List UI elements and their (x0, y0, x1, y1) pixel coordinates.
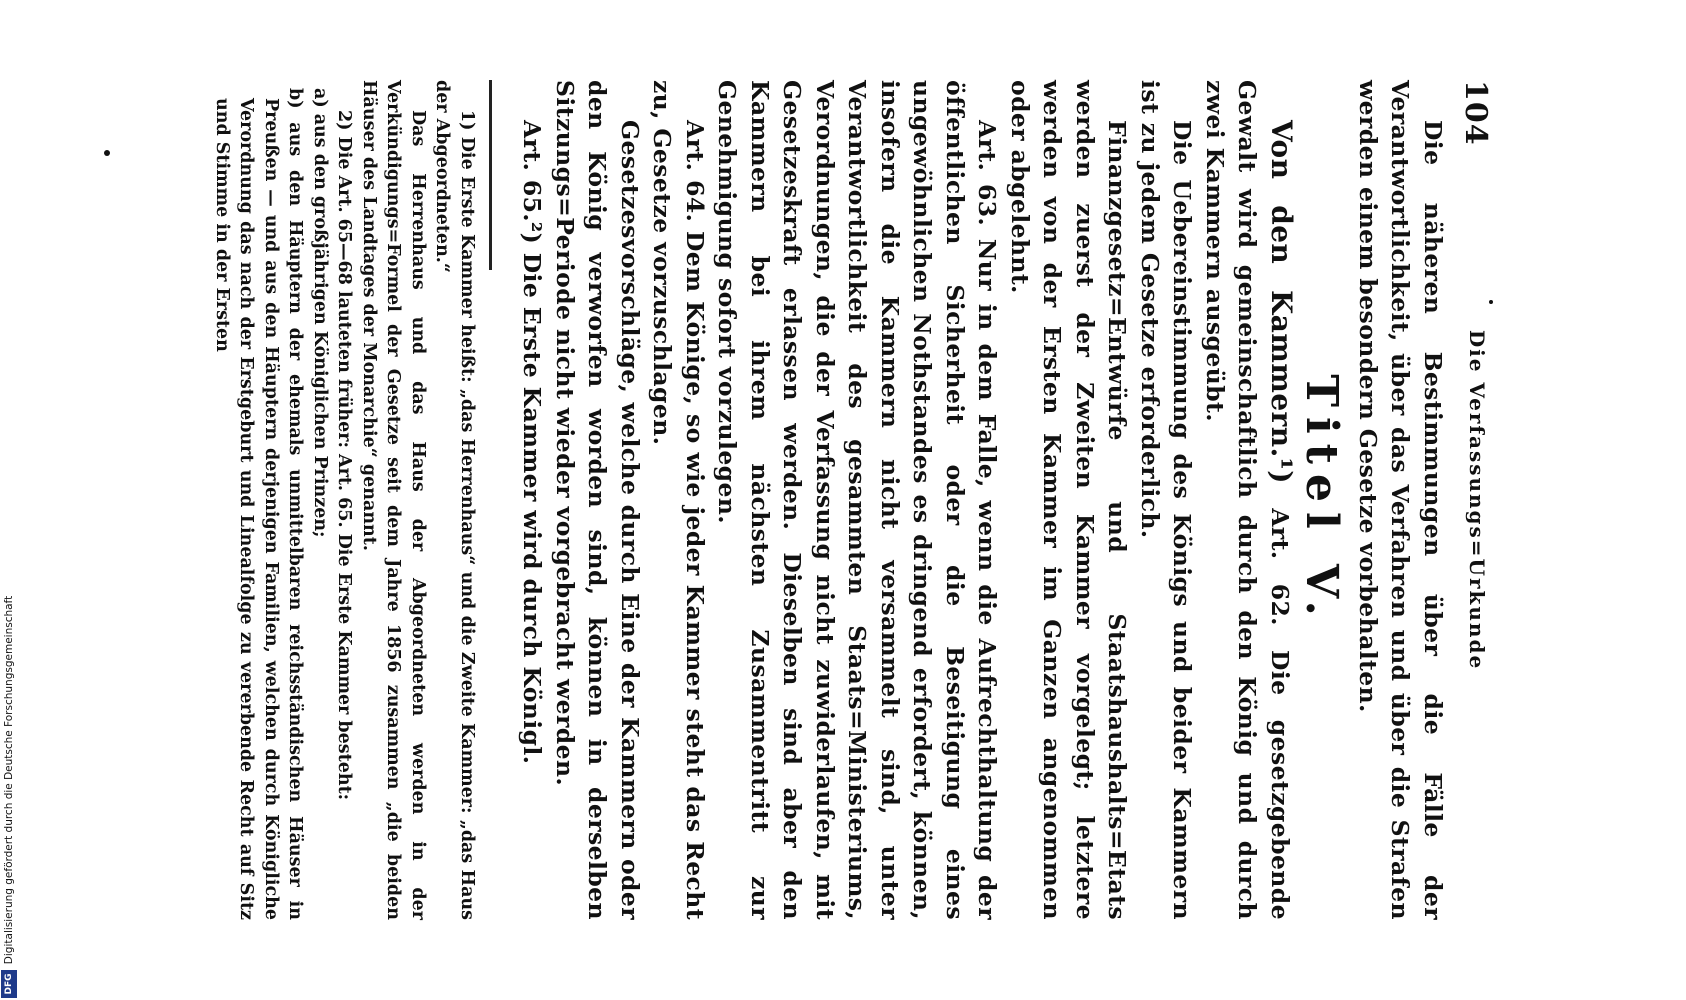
footnotes (210, 80, 480, 920)
dfg-logo (1, 970, 17, 998)
footnote-rule (489, 80, 492, 270)
footnote-2-item-a: a) aus den großjährigen Königlichen Prinzen; (310, 88, 330, 538)
running-title: Die Verfassungs=Urkunde (1465, 329, 1489, 671)
dfg-logo-text: DFG (4, 973, 14, 995)
article-62 (1199, 80, 1298, 920)
article-65: Art. 65.²) Die Erste Kammer wird durch Königl. (518, 120, 547, 765)
digitization-credit (0, 560, 18, 1000)
article-62-text: Art. 62. Die gesetzgebende Gewalt wird gemeinschaftlich durch den König und durch zwei Kammern ausgeübt. (1201, 80, 1294, 920)
article-62-paragraph-3: Finanzgesetz=Entwürfe und Staatshaushalts=Etats werden zuerst der Zweiten Kammer vorgelegt; letztere werden von der Ersten Kammer im Ganzen angenommen oder abgelehnt. (1006, 80, 1132, 920)
article-64: Art. 64. Dem Könige, so wie jeder Kammer steht das Recht zu, Gesetze vorzuschlagen. (648, 80, 709, 920)
running-head (1449, 80, 1493, 920)
footnote-2-item-b: b) aus den Häuptern der ehemals unmittelbaren reichsständischen Häuser in Preußen — und aus den Häuptern derjenigen Familien, welchen durch Königliche Verordnung das nach der Erstgeburt und Linealfolge zu vererbende Recht auf Sitz und Stimme in der Ersten (212, 88, 306, 920)
book-page (163, 40, 1523, 960)
section-heading: Von den Kammern.¹) (1265, 120, 1298, 484)
scan-speck (1489, 300, 1493, 304)
footnote-1-continued: Das Herrenhaus und das Haus der Abgeordneten werden in der Verkündigungs=Formel der Gesetze seit dem Jahre 1856 zusammen „die beiden Häuser des Landtages der Monarchie“ genannt. (359, 80, 428, 920)
article-63: Art. 63. Nur in dem Falle, wenn die Aufrechthaltung der öffentlichen Sicherheit oder die Beseitigung eines ungewöhnlichen Nothstandes es dringend erfordert, können, insofern die Kammern nicht versammelt sind, unter Verantwortlichkeit des gesammten Staats=Ministeriums, Verordnungen, die der Verfassung nicht zuwiderlaufen, mit Gesetzeskraft erlassen werden. Dieselben sind aber den Kammern bei ihrem nächsten Zusammentritt zur Genehmigung sofort vorzulegen. (713, 80, 1002, 920)
body-text (516, 80, 1449, 920)
page-number: 104 (1458, 80, 1493, 146)
title-heading: Titel V. (1296, 374, 1348, 626)
intro-paragraph: Die näheren Bestimmungen über die Fälle der Verantwortlichkeit, über das Verfahren und über die Strafen werden einem besondern Gesetze vorbehalten. (1354, 80, 1447, 920)
footnote-2: 2) Die Art. 65—68 lauteten früher: Art. 65. Die Erste Kammer besteht: (334, 110, 355, 801)
article-64-paragraph-2: Gesetzesvorschläge, welche durch Eine der Kammern oder den König verworfen worden sind, können in derselben Sitzungs=Periode nicht wieder vorgebracht werden. (551, 80, 644, 920)
digitization-credit-text: Digitalisierung gefördert durch die Deutsche Forschungsgemeinschaft (3, 595, 15, 965)
footnote-1: 1) Die Erste Kammer heißt: „das Herrenhaus“ und die Zweite Kammer: „das Haus der Abgeordneten.“ (432, 80, 477, 920)
scan-speck (104, 150, 110, 156)
article-62-paragraph-2: Die Uebereinstimmung des Königs und beider Kammern ist zu jedem Gesetze erforderlich. (1136, 80, 1197, 920)
